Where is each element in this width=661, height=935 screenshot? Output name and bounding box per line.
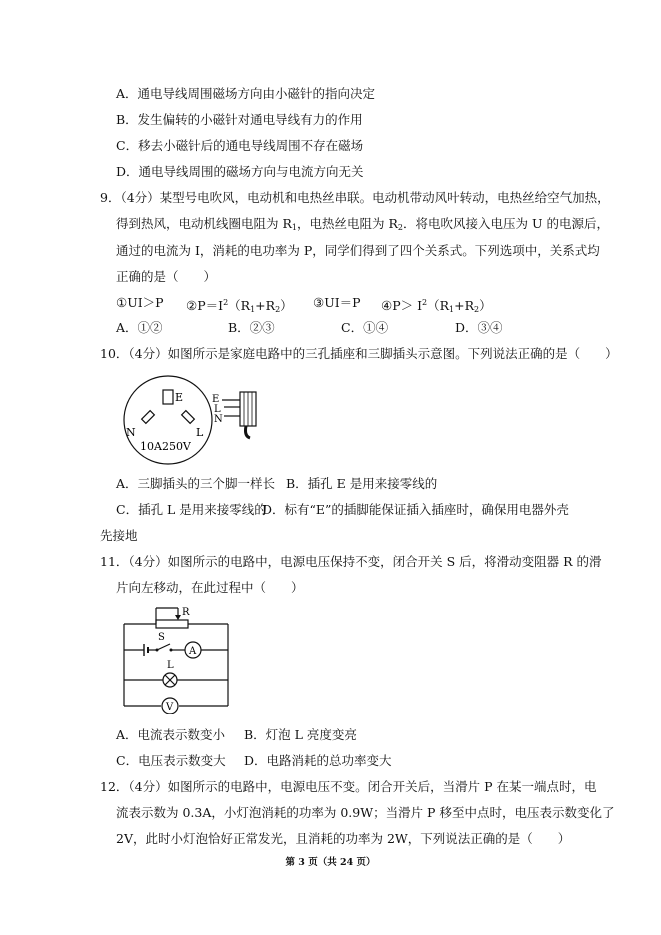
q9-relation-2: $②P=I^2(R_1+R_2)$	[186, 298, 293, 314]
socket-rating: 10A250V	[140, 440, 191, 453]
q9-option-c: C．①④	[341, 320, 389, 335]
option-b: B．发生偏转的小磁针对通电导线有力的作用	[116, 112, 363, 127]
q10-option-c: C．插孔 L 是用来接零线的	[116, 502, 267, 517]
q9-relation-4: ④P＞ $I^2(R_1+R_2)$	[381, 298, 492, 314]
circuit-diagram	[116, 604, 236, 714]
q10-option-d-cont: 先接地	[100, 528, 138, 543]
q10-option-b: B．插孔 E 是用来接零线的	[286, 476, 438, 491]
q10-stem: 10．（4分）如图所示是家庭电路中的三孔插座和三脚插头示意图。下列说法正确的是（ ）	[100, 346, 618, 361]
socket-label-l: L	[196, 426, 204, 439]
q9-relation-3: ③UI＝P	[313, 295, 361, 310]
option-d: D．通电导线周围的磁场方向与电流方向无关	[116, 164, 364, 179]
q9-text: 得到热风，电动机线圈电阻为 R	[116, 216, 292, 231]
q11-option-b: B．灯泡 L 亮度变亮	[244, 727, 357, 742]
q12-stem-line-2: 流表示数为 0.3A，小灯泡消耗的功率为 0.9W；当滑片 P 移至中点时，电压表示数变化了	[116, 805, 615, 820]
q9-stem-line-3: 通过的电流为 I，消耗的电功率为 P，同学们得到了四个关系式。下列选项中，关系式均	[116, 243, 600, 258]
option-c: C．移去小磁针后的通电导线周围不存在磁场	[116, 138, 364, 153]
q11-option-a: A．电流表示数变小	[116, 727, 226, 742]
q9-option-a: A．①②	[116, 320, 163, 335]
plug-label-l: L	[214, 404, 221, 415]
q10-option-d: D．标有“E”的插脚能保证插入插座时，确保用电器外壳	[262, 502, 569, 517]
socket-diagram	[116, 374, 276, 466]
socket-label-n: N	[126, 426, 136, 439]
q11-stem-line-2: 片向左移动，在此过程中（ ）	[116, 580, 304, 595]
q11-option-d: D．电路消耗的总功率变大	[244, 753, 392, 768]
ammeter-a: A	[189, 646, 197, 657]
q10-option-a: A．三脚插头的三个脚一样长	[116, 476, 276, 491]
q9-stem-line-1: 9．（4分）某型号电吹风，电动机和电热丝串联。电动机带动风叶转动，电热丝给空气加热，	[100, 190, 610, 205]
socket-label-e: E	[175, 391, 184, 404]
q11-option-c: C．电压表示数变大	[116, 753, 226, 768]
page-footer: 第 3 页（共 24 页）	[285, 857, 376, 868]
q9-text: ．将电吹风接入电压为 U 的电源后，	[402, 216, 609, 231]
label-l: L	[167, 660, 174, 671]
q9-stem-line-2: 得到热风，电动机线圈电阻为 $R_1$，电热丝电阻为 $R_2$．将电吹风接入电压为 U 的电源后，	[116, 216, 609, 232]
q12-stem-line-3: 2V，此时小灯泡恰好正常发光，且消耗的功率为 2W，下列说法正确的是（ ）	[116, 831, 571, 846]
voltmeter-v: V	[166, 702, 174, 713]
q9-stem-line-4: 正确的是（ ）	[116, 269, 217, 284]
label-r: R	[182, 607, 190, 618]
q9-option-d: D．③④	[455, 320, 503, 335]
plug-label-e: E	[212, 394, 220, 405]
q9-text: ，电热丝电阻为 R	[296, 216, 398, 231]
plug-label-n: N	[214, 414, 223, 425]
option-a: A．通电导线周围磁场方向由小磁针的指向决定	[116, 86, 376, 101]
q9-option-b: B．②③	[228, 320, 275, 335]
q12-stem-line-1: 12．（4分）如图所示的电路中，电源电压不变。闭合开关后，当滑片 P 在某一端点时，电	[100, 779, 597, 794]
label-s: S	[158, 632, 165, 643]
q9-relation-1: ①UI＞P	[116, 295, 164, 310]
q11-stem-line-1: 11．（4分）如图所示的电路中，电源电压保持不变，闭合开关 S 后，将滑动变阻器 R 的滑	[100, 554, 602, 569]
